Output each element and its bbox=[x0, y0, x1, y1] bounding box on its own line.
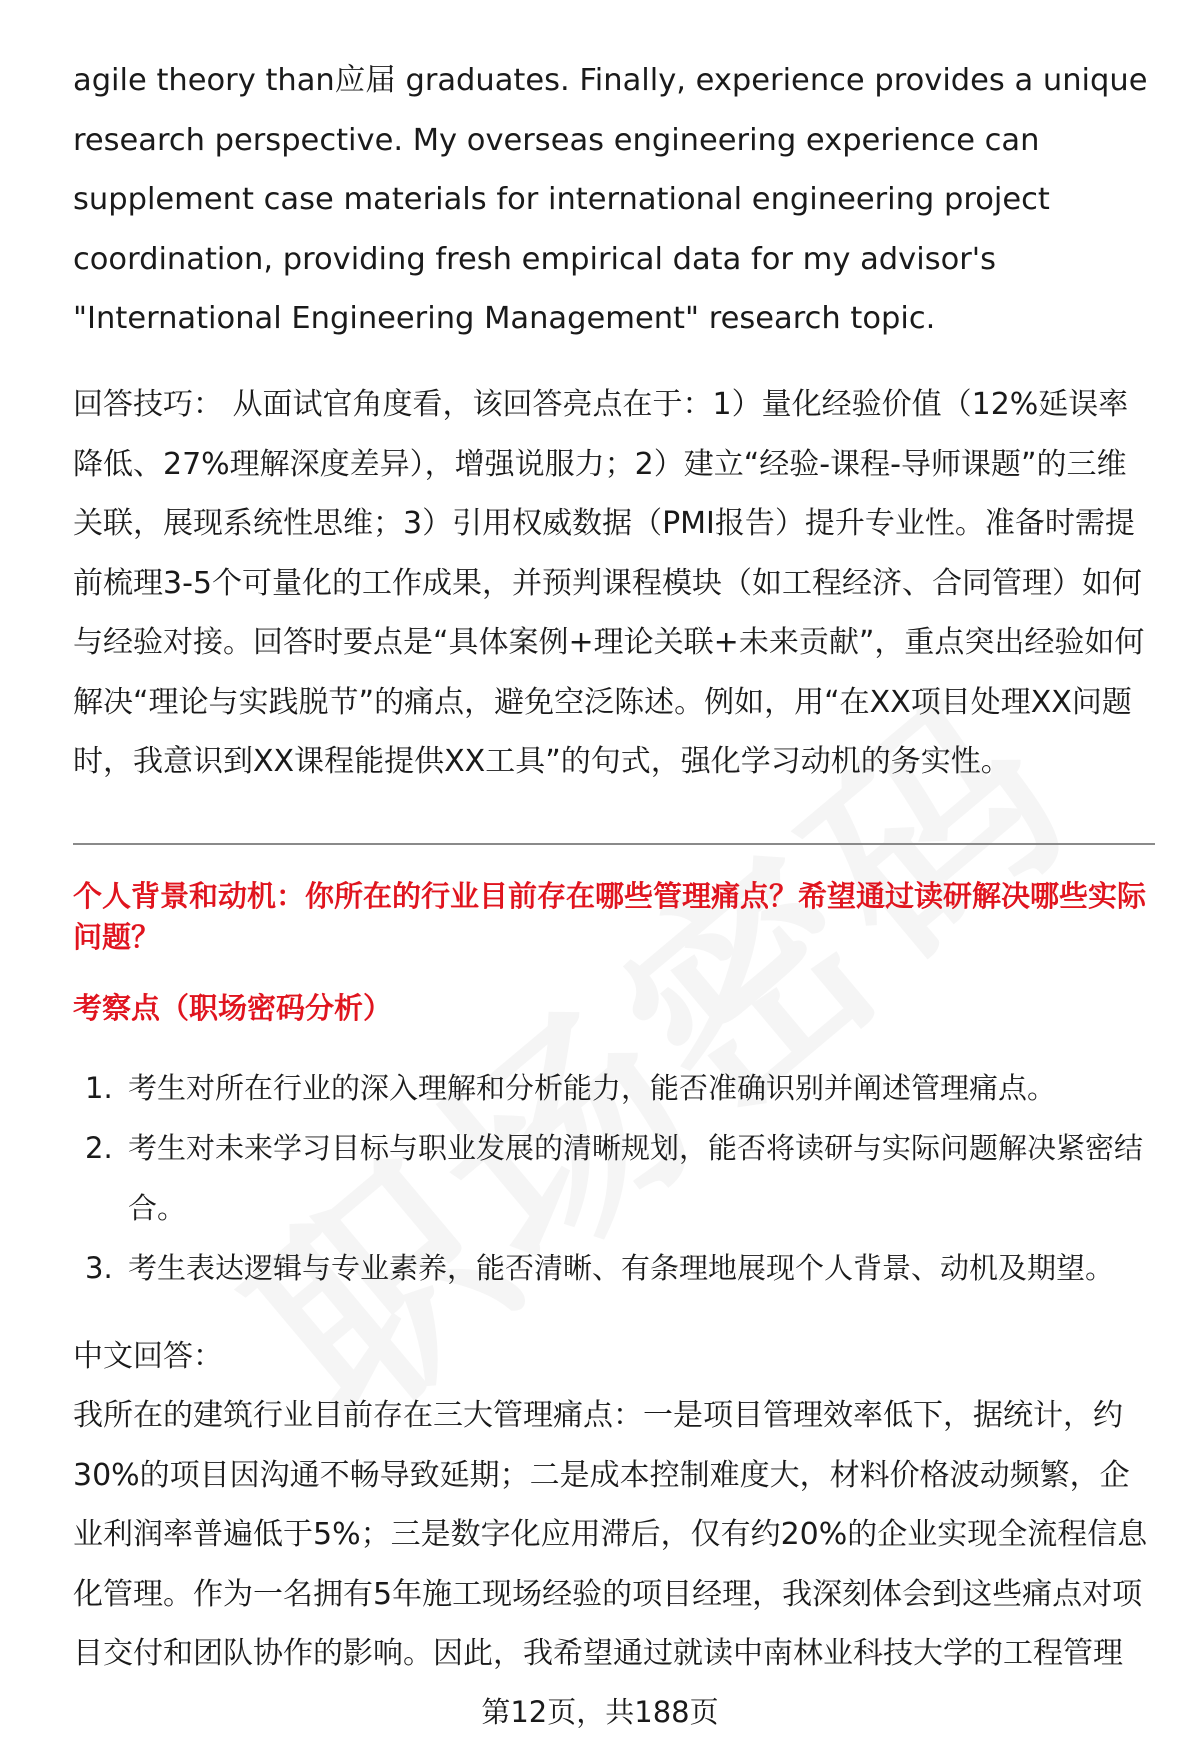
list-number: 2. bbox=[85, 1131, 113, 1165]
list-item-text: 考生对未来学习目标与职业发展的清晰规划，能否将读研与实际问题解决紧密结合。 bbox=[128, 1131, 1144, 1225]
assessment-points-heading: 考察点（职场密码分析） bbox=[73, 991, 393, 1025]
list-item-text: 考生对所在行业的深入理解和分析能力，能否准确识别并阐述管理痛点。 bbox=[128, 1071, 1057, 1105]
list-item bbox=[73, 1118, 1153, 1238]
list-item-text: 考生表达逻辑与专业素养，能否清晰、有条理地展现个人背景、动机及期望。 bbox=[128, 1251, 1115, 1285]
list-item bbox=[73, 1238, 1153, 1298]
list-number: 1. bbox=[85, 1071, 113, 1105]
page-number-footer: 第12页，共188页 bbox=[481, 1695, 719, 1729]
section-divider bbox=[73, 843, 1155, 845]
question-heading: 个人背景和动机：你所在的行业目前存在哪些管理痛点？希望通过读研解决哪些实际问题？ bbox=[73, 879, 1147, 954]
chinese-answer-label: 中文回答： bbox=[73, 1339, 223, 1374]
chinese-answer-paragraph: 我所在的建筑行业目前存在三大管理痛点：一是项目管理效率低下，据统计，约30%的项目因沟通不畅导致延期；二是成本控制难度大，材料价格波动频繁，企业利润率普遍低于5%；三是数字化应用滞后，仅有约20%的企业实现全流程信息化管理。作为一名拥有5年施工现场经验的项目经理，我深刻体会到这些痛点对项目交付和团队协作的影响。因此，我希望通过就读中南林业科技大学的工程管理 bbox=[73, 1398, 1148, 1671]
list-number: 3. bbox=[85, 1251, 113, 1285]
answer-tips-paragraph: 回答技巧： 从面试官角度看，该回答亮点在于：1）量化经验价值（12%延误率降低、27%理解深度差异），增强说服力；2）建立“经验-课程-导师课题”的三维关联，展现系统性思维；3）引用权威数据（PMI报告）提升专业性。准备时需提前梳理3-5个可量化的工作成果，并预判课程模块（如工程经济、合同管理）如何与经验对接。回答时要点是“具体案例+理论关联+未来贡献”，重点突出经验如何解决“理论与实践脱节”的痛点，避免空泛陈述。例如，用“在XX项目处理XX问题时，我意识到XX课程能提供XX工具”的句式，强化学习动机的务实性。 bbox=[73, 387, 1145, 779]
intro-paragraph: agile theory than应届 graduates. Finally, experience provides a unique research perspective. My overseas engineering experience can supplement case materials for international engineering project coordination, providing fresh empirical data for my advisor's "International Engineering Management" research topic. bbox=[73, 63, 1148, 336]
assessment-points-list bbox=[73, 1058, 1153, 1298]
list-item bbox=[73, 1058, 1153, 1118]
